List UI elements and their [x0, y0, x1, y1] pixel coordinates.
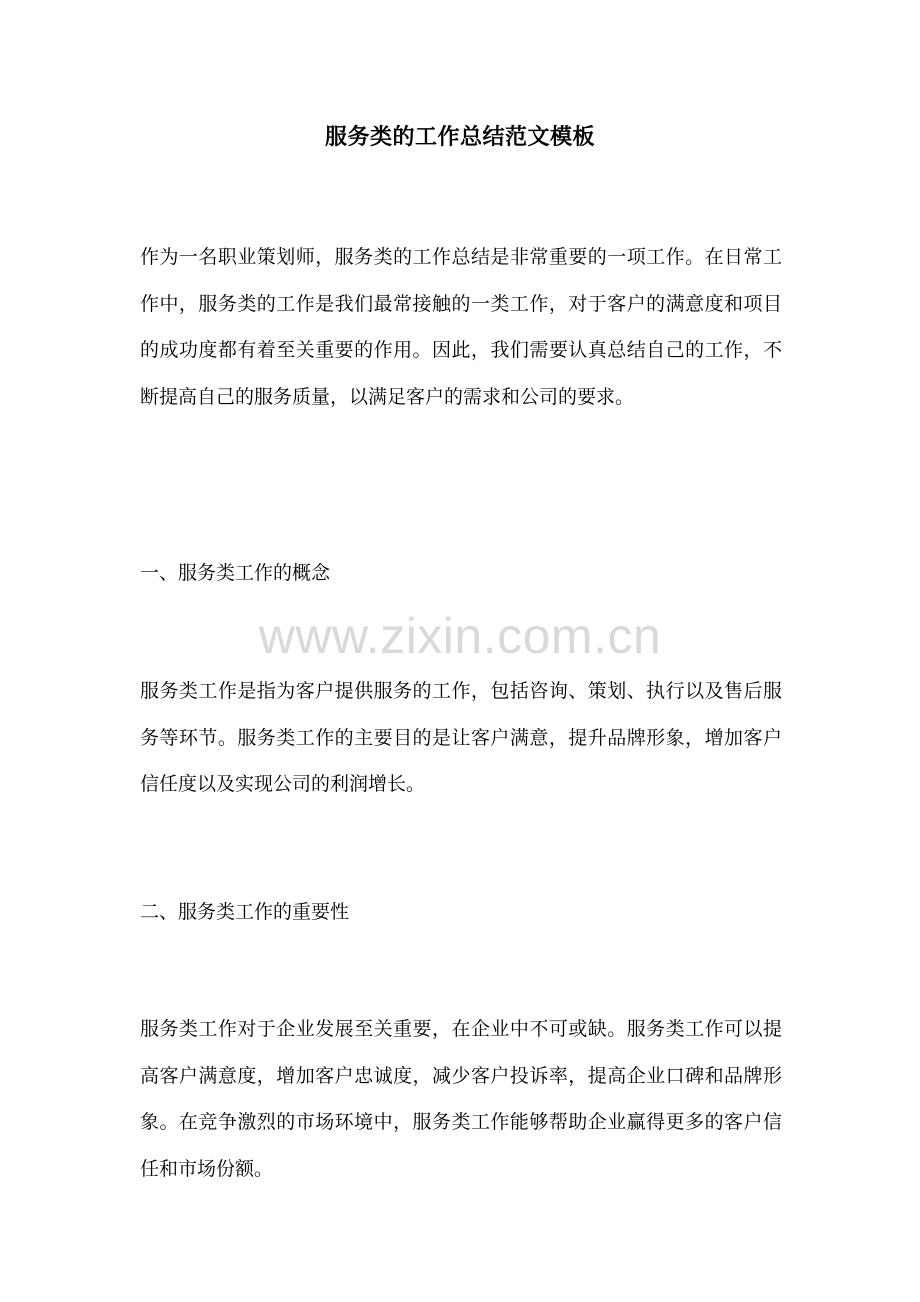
- section-1-body: 服务类工作是指为客户提供服务的工作，包括咨询、策划、执行以及售后服务等环节。服务类工作的主要目的是让客户满意，提升品牌形象，增加客户信任度以及实现公司的利润增长。: [140, 680, 782, 795]
- document-title: 服务类的工作总结范文模板: [324, 124, 595, 150]
- watermark-text: www.zixin.com.cn: [258, 608, 662, 664]
- section-2-body: 服务类工作对于企业发展至关重要，在企业中不可或缺。服务类工作可以提高客户满意度，增加客户忠诚度，减少客户投诉率，提高企业口碑和品牌形象。在竞争激烈的市场环境中，服务类工作能够帮助企业赢得更多的客户信任和市场份额。: [140, 1018, 782, 1180]
- section-1-heading: 一、服务类工作的概念: [140, 562, 331, 584]
- section-2-heading: 二、服务类工作的重要性: [140, 901, 350, 923]
- intro-paragraph: 作为一名职业策划师，服务类的工作总结是非常重要的一项工作。在日常工作中，服务类的工作是我们最常接触的一类工作，对于客户的满意度和项目的成功度都有着至关重要的作用。因此，我们需要认真总结自己的工作，不断提高自己的服务质量，以满足客户的需求和公司的要求。: [140, 246, 782, 408]
